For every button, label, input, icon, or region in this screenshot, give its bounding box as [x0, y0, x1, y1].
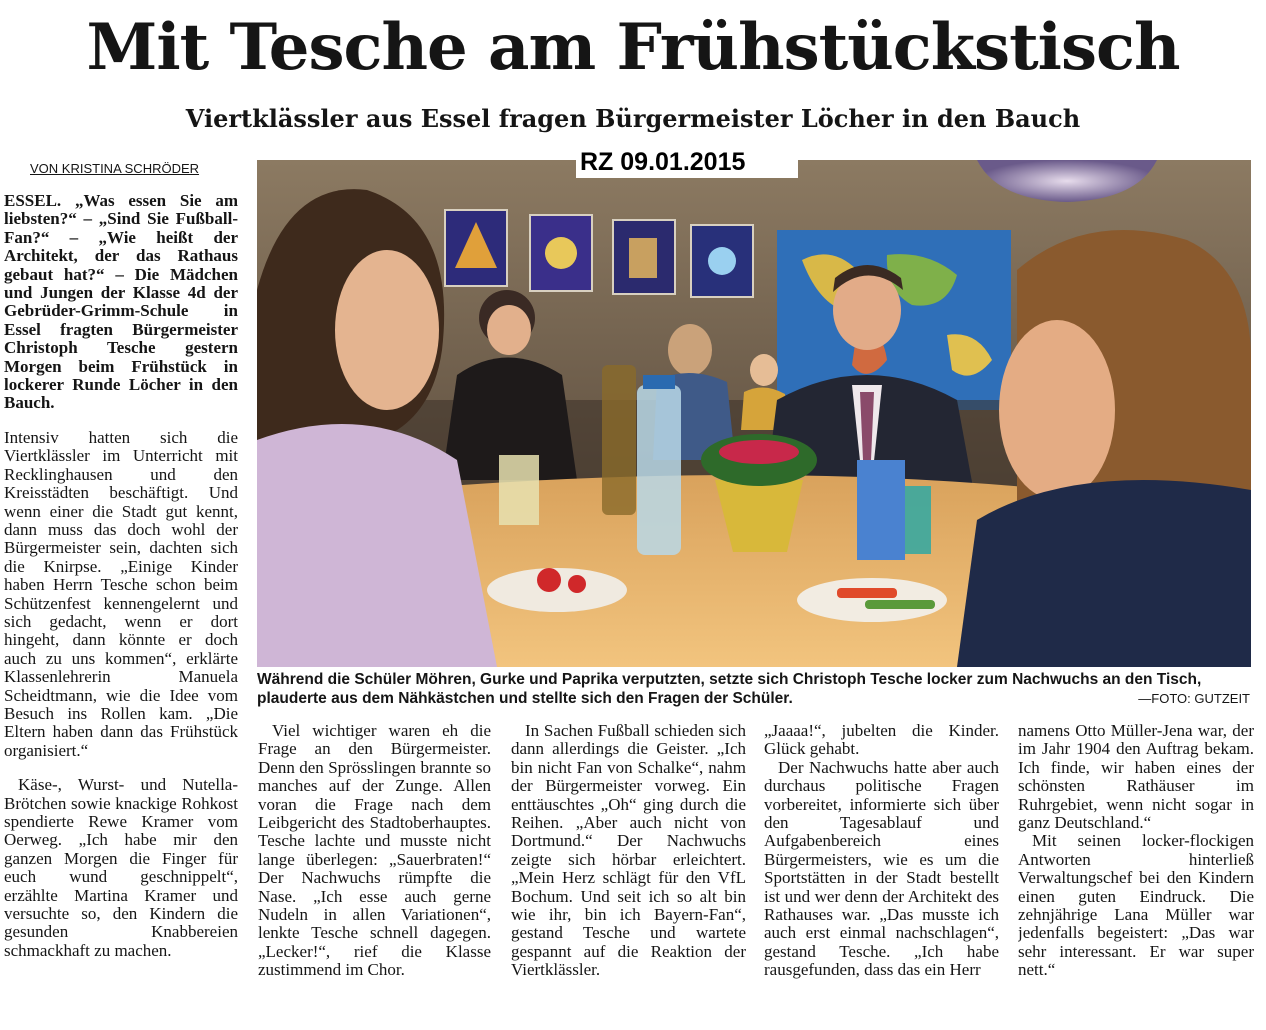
article-photo: [257, 160, 1251, 667]
photo-credit: —FOTO: GUTZEIT: [1138, 691, 1250, 706]
body-paragraph: Käse-, Wurst- und Nutella-Brötchen sowie knackige Rohkost spendierte Rewe Kramer vom Oerweg. „Ich habe mir den ganzen Morgen die Finger für euch wund geschnippelt“, erzählte Martina Kramer und versuchte so, den Kindern die gesunden Knabbereien schmackhaft zu machen.: [4, 775, 238, 960]
body-paragraph: In Sachen Fußball schieden sich dann allerdings die Geister. „Ich bin nicht Fan von Schalke“, nahm der Bürgermeister vorweg. Ein enttäuschtes „Oh“ ging durch die Reihen. „Aber auch nicht von Dortmund.“ Der Nachwuchs zeigte sich hörbar erleichtert. „Mein Herz schlägt für den VfL Bochum. Und seit ich so alt bin wie ihr, bin ich Bayern-Fan“, gestand Tesche und wartete gespannt auf die Reaktion der Viertklässler.: [511, 722, 746, 980]
photo-caption: Während die Schüler Möhren, Gurke und Paprika verputzten, setzte sich Christoph Tesche locker zum Nachwuchs an den Tisch, plauderte aus dem Nähkästchen und stellte sich den Fragen der Schüler.: [257, 671, 1202, 707]
article-column-3: [511, 722, 746, 1022]
body-paragraph: Der Nachwuchs hatte aber auch durchaus politische Fragen vorbereitet, informierte sich über den Tagesablauf und Aufgabenbereich eines Bürgermeisters, wie es um die Sportstätten in der Stadt bestellt ist und wer denn der Architekt des Rathauses war. „Das musste ich auch erst einmal nachschlagen“, gestand Tesche. „Ich habe rausgefunden, dass das ein Herr: [764, 757, 999, 980]
article-column-2: [258, 722, 491, 1022]
body-paragraph: Mit seinen locker-flockigen Antworten hinterließ Verwaltungschef bei den Kindern einen guten Eindruck. Die zehnjährige Lana Müller war jedenfalls begeistert: „Das war sehr interessant. Er war super nett.“: [1018, 831, 1254, 980]
headline: Mit Tesche am Frühstückstisch: [86, 10, 1180, 85]
lead-paragraph: [4, 192, 238, 413]
dateline: ESSEL.: [4, 192, 62, 210]
lead-text: „Was essen Sie am liebsten?“ – „Sind Sie Fußball-Fan?“ – „Wie heißt der Architekt, der das Rathaus gebaut hat?“ – Die Mädchen und Jungen der Klasse 4d der Gebrüder-Grimm-Schule in Essel fragten Bürgermeister Christoph Tesche gestern Morgen beim Frühstück in lockerer Runde Löcher in den Bauch.: [4, 192, 238, 413]
subheadline: Viertklässler aus Essel fragen Bürgermeister Löcher in den Bauch: [185, 104, 1081, 133]
byline: VON KRISTINA SCHRÖDER: [30, 161, 200, 176]
article-column-5: [1018, 722, 1254, 1022]
photo-illustration: [257, 160, 1251, 667]
body-paragraph: namens Otto Müller-Jena war, der im Jahr 1904 den Auftrag bekam. Ich finde, wir haben eines der schönsten Rathäuser im Ruhrgebiet, wenn nicht sogar in ganz Deutschland.“: [1018, 722, 1254, 833]
article-column-4: [764, 722, 999, 1022]
article-column-1: [4, 192, 238, 1012]
body-paragraph: „Jaaaa!“, jubelten die Kinder. Glück gehabt.: [764, 722, 999, 759]
body-paragraph: Viel wichtiger waren eh die Frage an den Bürgermeister. Denn den Sprösslingen brannte so manches auf der Zunge. Allen voran die Frage nach dem Leibgericht des Stadtoberhauptes. Tesche lachte und musste nicht lange überlegen: „Sauerbraten!“ Der Nachwuchs rümpfte die Nase. „Ich esse auch gerne Nudeln in allen Variationen“, lenkte Tesche schnell dagegen. „Lecker!“, rief die Klasse zustimmend im Chor.: [258, 722, 491, 980]
body-paragraph: Intensiv hatten sich die Viertklässler im Unterricht mit Recklinghausen und den Kreisstädten beschäftigt. Und wenn einer die Stadt gut kennt, dann muss das doch wohl der Bürgermeister sein, dachten sich die Knirpse. „Einige Kinder haben Herrn Tesche schon beim Schützenfest kennengelernt und sich gedacht, wenn er dort hingeht, dann könnte er doch auch zu uns kommen“, erklärte Klassenlehrerin Manuela Scheidtmann, wie die Idee vom Besuch ins Rollen kam. „Die Eltern haben dann das Frühstück organisiert.“: [4, 427, 238, 760]
date-stamp: RZ 09.01.2015: [576, 146, 798, 178]
